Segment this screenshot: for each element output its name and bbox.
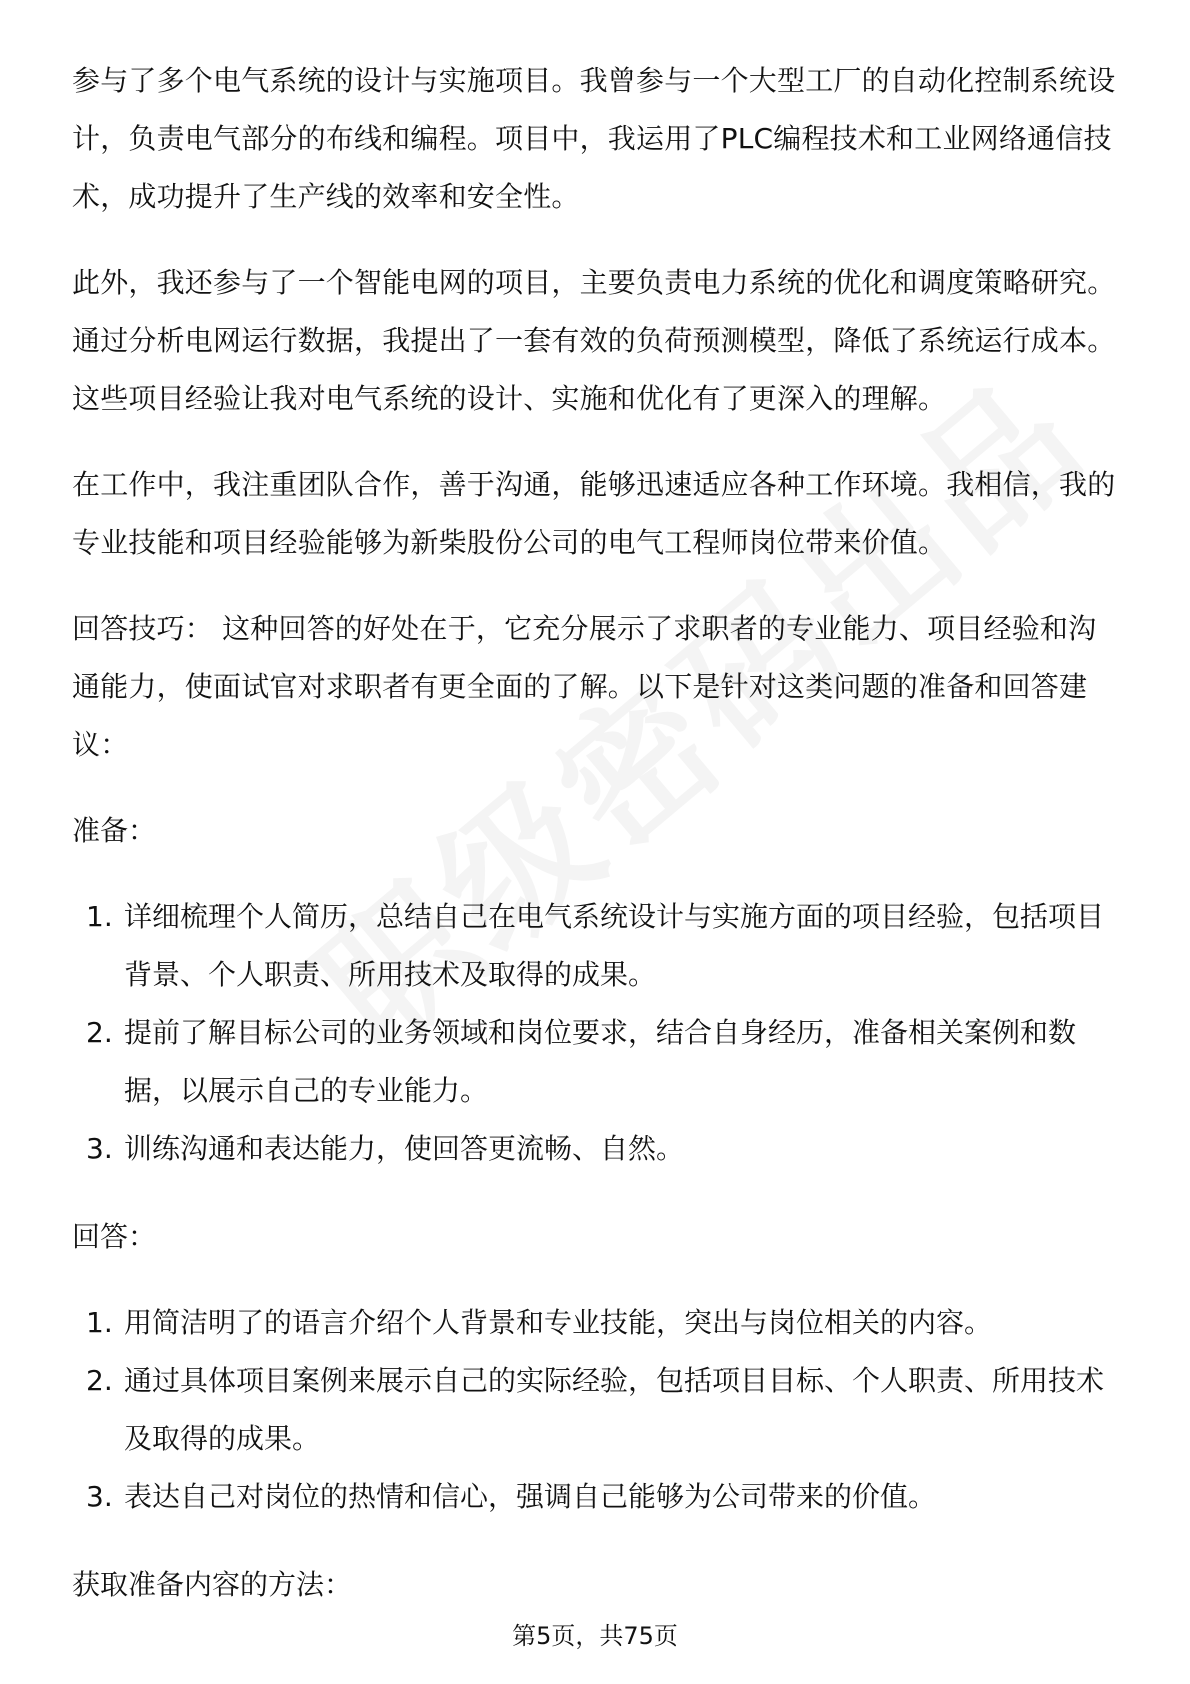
answer-list xyxy=(72,1294,1122,1526)
paragraph-smart-grid: 此外，我还参与了一个智能电网的项目，主要负责电力系统的优化和调度策略研究。通过分析电网运行数据，我提出了一套有效的负荷预测模型，降低了系统运行成本。这些项目经验让我对电气系统的设计、实施和优化有了更深入的理解。 xyxy=(72,266,1116,415)
list-item xyxy=(72,1352,1122,1468)
list-item-text: 提前了解目标公司的业务领域和岗位要求，结合自身经历，准备相关案例和数据，以展示自己的专业能力。 xyxy=(124,1016,1077,1107)
list-number: 1. xyxy=(86,900,113,933)
list-item xyxy=(72,1468,1122,1526)
paragraph-teamwork: 在工作中，我注重团队合作，善于沟通，能够迅速适应各种工作环境。我相信，我的专业技能和项目经验能够为新柴股份公司的电气工程师岗位带来价值。 xyxy=(72,468,1116,559)
list-item xyxy=(72,1004,1122,1120)
list-item-text: 详细梳理个人简历，总结自己在电气系统设计与实施方面的项目经验，包括项目背景、个人职责、所用技术及取得的成果。 xyxy=(124,900,1105,991)
method-heading: 获取准备内容的方法： xyxy=(72,1568,353,1601)
prepare-list xyxy=(72,888,1122,1178)
paragraph-answer-tips: 回答技巧： 这种回答的好处在于，它充分展示了求职者的专业能力、项目经验和沟通能力，使面试官对求职者有更全面的了解。以下是针对这类问题的准备和回答建议： xyxy=(72,612,1097,761)
list-item xyxy=(72,1294,1122,1352)
prepare-heading: 准备： xyxy=(72,814,157,847)
list-number: 3. xyxy=(86,1480,113,1513)
page-number-footer: 第5页，共75页 xyxy=(512,1622,678,1650)
list-item-text: 表达自己对岗位的热情和信心，强调自己能够为公司带来的价值。 xyxy=(124,1480,937,1513)
list-item-text: 通过具体项目案例来展示自己的实际经验，包括项目目标、个人职责、所用技术及取得的成果。 xyxy=(124,1364,1105,1455)
list-number: 2. xyxy=(86,1016,113,1049)
list-number: 2. xyxy=(86,1364,113,1397)
list-number: 3. xyxy=(86,1132,113,1165)
paragraph-project-experience: 参与了多个电气系统的设计与实施项目。我曾参与一个大型工厂的自动化控制系统设计，负责电气部分的布线和编程。项目中，我运用了PLC编程技术和工业网络通信技术，成功提升了生产线的效率和安全性。 xyxy=(72,64,1116,213)
list-item-text: 训练沟通和表达能力，使回答更流畅、自然。 xyxy=(124,1132,685,1165)
list-item xyxy=(72,888,1122,1004)
list-number: 1. xyxy=(86,1306,113,1339)
page-content xyxy=(72,52,1122,1642)
answer-heading: 回答： xyxy=(72,1220,157,1253)
list-item xyxy=(72,1120,1122,1178)
list-item-text: 用简洁明了的语言介绍个人背景和专业技能，突出与岗位相关的内容。 xyxy=(124,1306,993,1339)
